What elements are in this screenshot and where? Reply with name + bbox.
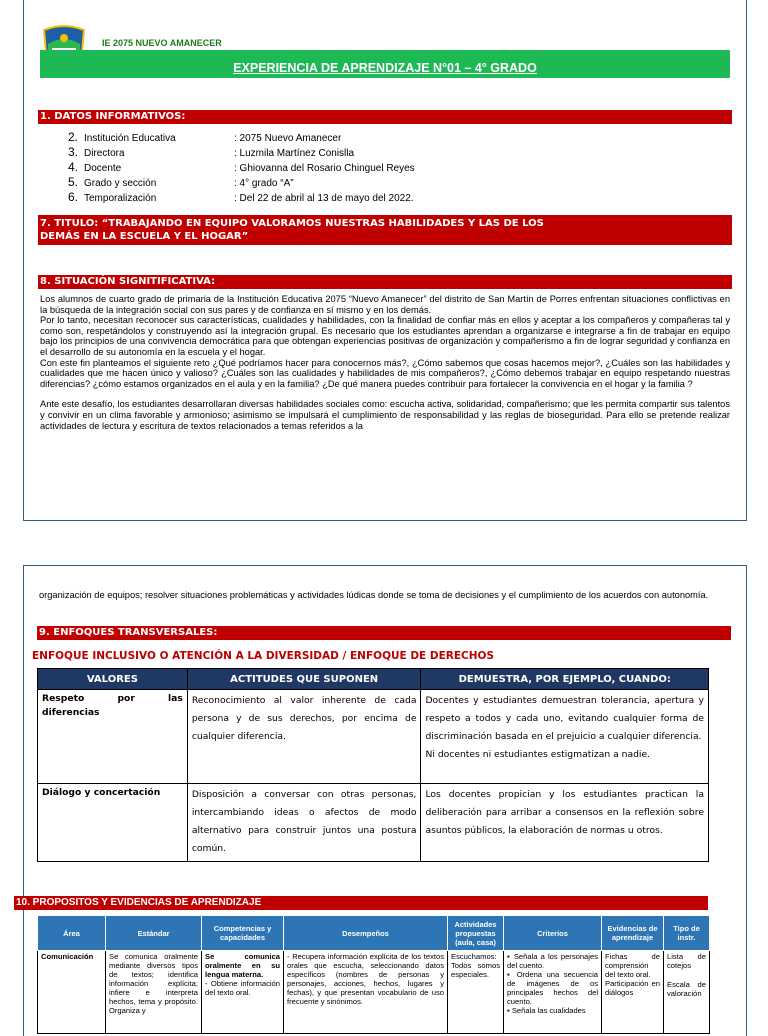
school-name: IE 2075 NUEVO AMANECER xyxy=(102,38,222,48)
enfoque-subheading: ENFOQUE INCLUSIVO O ATENCIÓN A LA DIVERSIDAD / ENFOQUE DE DERECHOS xyxy=(32,650,495,662)
section-7-heading: 7. TITULO: “TRABAJANDO EN EQUIPO VALORAMOS NUESTRAS HABILIDADES Y LAS DE LOS DEMÁS EN LA ESCUELA Y EL HOGAR” xyxy=(38,215,732,245)
section-9-heading: 9. ENFOQUES TRANSVERSALES: xyxy=(37,626,731,640)
document-title: EXPERIENCIA DE APRENDIZAJE N°01 – 4° GRADO xyxy=(233,61,537,75)
datos-informativos xyxy=(56,131,415,206)
table-row: Respeto por las diferencias Reconocimiento al valor inherente de cada persona y de sus derechos, por encima de cualquier diferencia. Docentes y estudiantes demuestran tolerancia, apertura y respeto a todos y cada uno, evitando cualquier forma de discriminación basada en el prejuicio a cualquier diferencia. Ni docentes ni estudiantes estigmatizan a nadie. xyxy=(38,690,709,784)
section-10-heading: 10. PROPOSITOS Y EVIDENCIAS DE APRENDIZAJE xyxy=(14,896,708,910)
info-row: 3. Directora : Luzmila Martínez Conislla xyxy=(67,145,355,159)
section-8-heading: 8. SITUACIÓN SIGNITIFICATIVA: xyxy=(38,275,732,289)
table-header-row: VALORES ACTITUDES QUE SUPONEN DEMUESTRA, POR EJEMPLO, CUANDO: xyxy=(38,669,709,690)
info-row: 5. Grado y sección : 4° grado “A” xyxy=(67,175,294,189)
situacion-text-continued: organización de equipos; resolver situaciones problemáticas y actividades lúdicas donde se toma de decisiones y el cumplimiento de los acuerdos con autonomía. xyxy=(39,590,709,600)
title-banner xyxy=(40,50,730,78)
table-header-row: Área Estándar Competencias y capacidades Desempeños Actividades propuestas (aula, casa) Criterios Evidencias de aprendizaje Tipo de instr. xyxy=(38,916,710,951)
section-1-heading: 1. DATOS INFORMATIVOS: xyxy=(38,110,732,124)
table-row: Comunicación Se comunica oralmente mediante diversos tipos de textos; identifica información explícita; infiere e interpreta hechos, tema y propósito. Organiza y Se comunica oralmente en su lengua materna. - Obtiene información del texto oral. - Recupera información explícita de los textos orales que escucha, seleccionando datos específicos (nombres de personas y personajes, acciones, hechos, lugares y fechas), y que presentan vocabulario de uso frecuente y sinónimos. Escuchamos: Todos somos especiales. ▪ Señala a los personajes del cuento. ▪ Ordena una secuencia de imágenes de os principales hechos del cuento. ▪ Señala las cualidades Fichas de comprensión del texto oral. Participación en diálogos Lista de cotejos Escala de valoración xyxy=(38,951,710,1034)
page-gap xyxy=(0,521,768,565)
info-row: 2. Institución Educativa : 2075 Nuevo Amanecer xyxy=(67,130,342,144)
info-row: 4. Docente : Ghiovanna del Rosario Chinguel Reyes xyxy=(67,160,415,174)
page-1 xyxy=(23,0,747,521)
enfoques-table xyxy=(37,668,709,862)
table-row: Diálogo y concertación Disposición a conversar con otras personas, intercambiando ideas o afectos de modo alternativo para construir juntos una postura común. Los docentes propician y los estudiantes practican la deliberación para arribar a consensos en la reflexión sobre asuntos públicos, la elaboración de normas u otros. xyxy=(38,784,709,862)
propositos-table xyxy=(37,915,710,1034)
situacion-text: Los alumnos de cuarto grado de primaria de la Institución Educativa 2075 “Nuevo Amanecer” del distrito de San Martín de Porres enfrentan situaciones conflictivas en la búsqueda de la integración social con sus pares y de confianza en sí mismo y en los demás. Por lo tanto, necesitan reconocer sus características, cualidades y habilidades, con la finalidad de confiar más en ellos y aceptar a los compañeros y compañeras tal y como son, respetándolos y construyendo así la integración grupal. Es necesario que los estudiantes aprendan a organizarse e integrarse a fin de trabajar en equipo bajo los principios de una convivencia democrática para que obtengan experiencias positivas de organización y compañerismo a fin de lograr seguridad y confianza en el desarrollo de su autonomía en la escuela y el hogar. Con este fin planteamos el siguiente reto ¿Qué podríamos hacer para conocernos más?, ¿Cómo sabemos que cosas hacemos mejor?, ¿Cuáles son las habilidades y cualidades que me hacen único y valioso? ¿Cuáles son las cualidades y habilidades de mis compañeros?, ¿Cómo debemos trabajar en equipo respetando nuestras diferencias? ¿cómo estamos organizados en el aula y en la familia? ¿De qué manera puedes contribuir para fortalecer la convivencia en el hogar y la familia ? Ante este desafío, los estudiantes desarrollaran diversas habilidades sociales como: escucha activa, solidaridad, compañerismo; que les permita compartir sus talentos y convivir en un clima favorable y armonioso; asimismo se impulsará el cumplimiento de responsabilidad y las reglas de bioseguridad. Para ello se pretende realizar actividades de lectura y escritura de textos relacionados a temas referidos a la xyxy=(40,294,730,431)
info-row: 6. Temporalización : Del 22 de abril al 13 de mayo del 2022. xyxy=(67,190,414,204)
